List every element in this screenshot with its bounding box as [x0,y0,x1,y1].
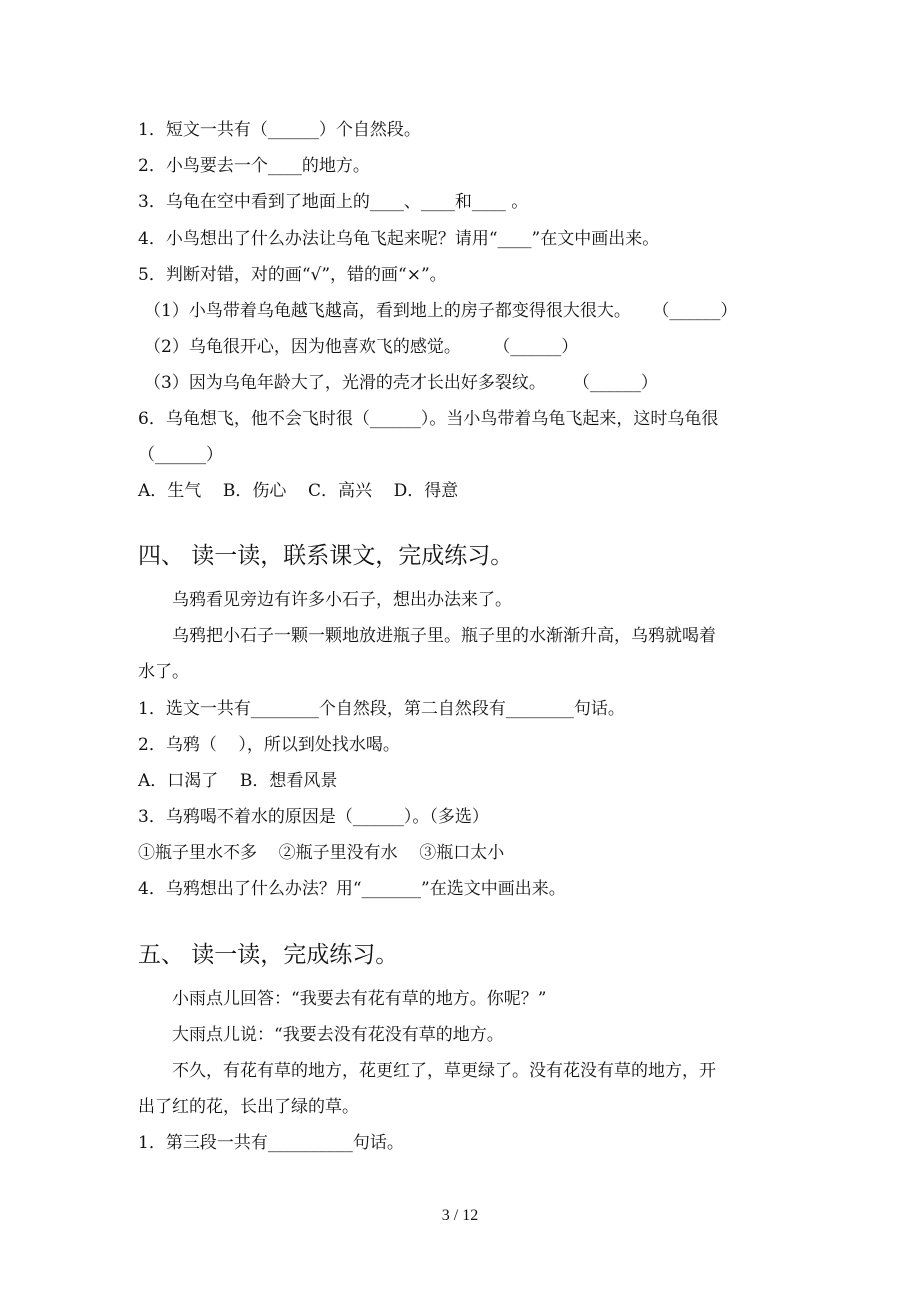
judgement-item-3: （3）因为乌龟年龄大了，光滑的壳才长出好多裂纹。 （______） [144,373,658,393]
section-4-question-3-options: ①瓶子里水不多 ②瓶子里没有水 ③瓶口太小 [138,843,505,863]
question-5: 5．判断对错，对的画“√”，错的画“×”。 [138,265,447,285]
judgement-item-1: （1）小鸟带着乌龟越飞越高，看到地上的房子都变得很大很大。 （______） [144,301,738,321]
section-5-question-1: 1．第三段一共有__________句话。 [138,1133,404,1153]
section-5-heading: 五、 读一读，完成练习。 [138,942,399,968]
passage-paragraph-1: 小雨点儿回答：“我要去有花有草的地方。你呢？” [172,989,547,1009]
judgement-item-2: （2）乌龟很开心，因为他喜欢飞的感觉。 （______） [144,337,579,357]
question-6-options: A．生气 B．伤心 C．高兴 D．得意 [138,481,459,501]
question-1: 1．短文一共有（______）个自然段。 [138,120,421,140]
passage-paragraph-1: 乌鸦看见旁边有许多小石子，想出办法来了。 [172,590,512,610]
passage-paragraph-3: 不久，有花有草的地方，花更红了，草更绿了。没有花没有草的地方，开 [172,1061,716,1081]
question-2: 2．小鸟要去一个____的地方。 [138,156,370,176]
question-4: 4．小鸟想出了什么办法让乌龟飞起来呢？请用“____”在文中画出来。 [138,229,660,249]
question-6-continuation: （______） [138,445,223,465]
section-4-question-2: 2．乌鸦（ ），所以到处找水喝。 [138,735,400,755]
section-4-question-1: 1．选文一共有________个自然段，第二自然段有________句话。 [138,699,625,719]
passage-paragraph-3-continuation: 出了红的花，长出了绿的草。 [138,1097,359,1117]
section-4-question-4: 4．乌鸦想出了什么办法？用“_______”在选文中画出来。 [138,879,566,899]
question-3: 3．乌龟在空中看到了地面上的____、____和____ 。 [138,192,529,212]
section-4-question-3: 3．乌鸦喝不着水的原因是（______）。（多选） [138,807,489,827]
section-4-question-2-options: A．口渴了 B．想看风景 [138,771,338,791]
passage-paragraph-2: 乌鸦把小石子一颗一颗地放进瓶子里。瓶子里的水渐渐升高，乌鸦就喝着 [172,626,716,646]
page-number: 3 / 12 [441,1207,479,1224]
passage-paragraph-2-continuation: 水了。 [138,662,189,682]
passage-paragraph-2: 大雨点儿说：“我要去没有花没有草的地方。 [172,1025,504,1045]
section-4-heading: 四、 读一读，联系课文，完成练习。 [138,543,514,569]
question-6: 6．乌龟想飞，他不会飞时很（______）。当小鸟带着乌龟飞起来，这时乌龟很 [138,409,719,429]
